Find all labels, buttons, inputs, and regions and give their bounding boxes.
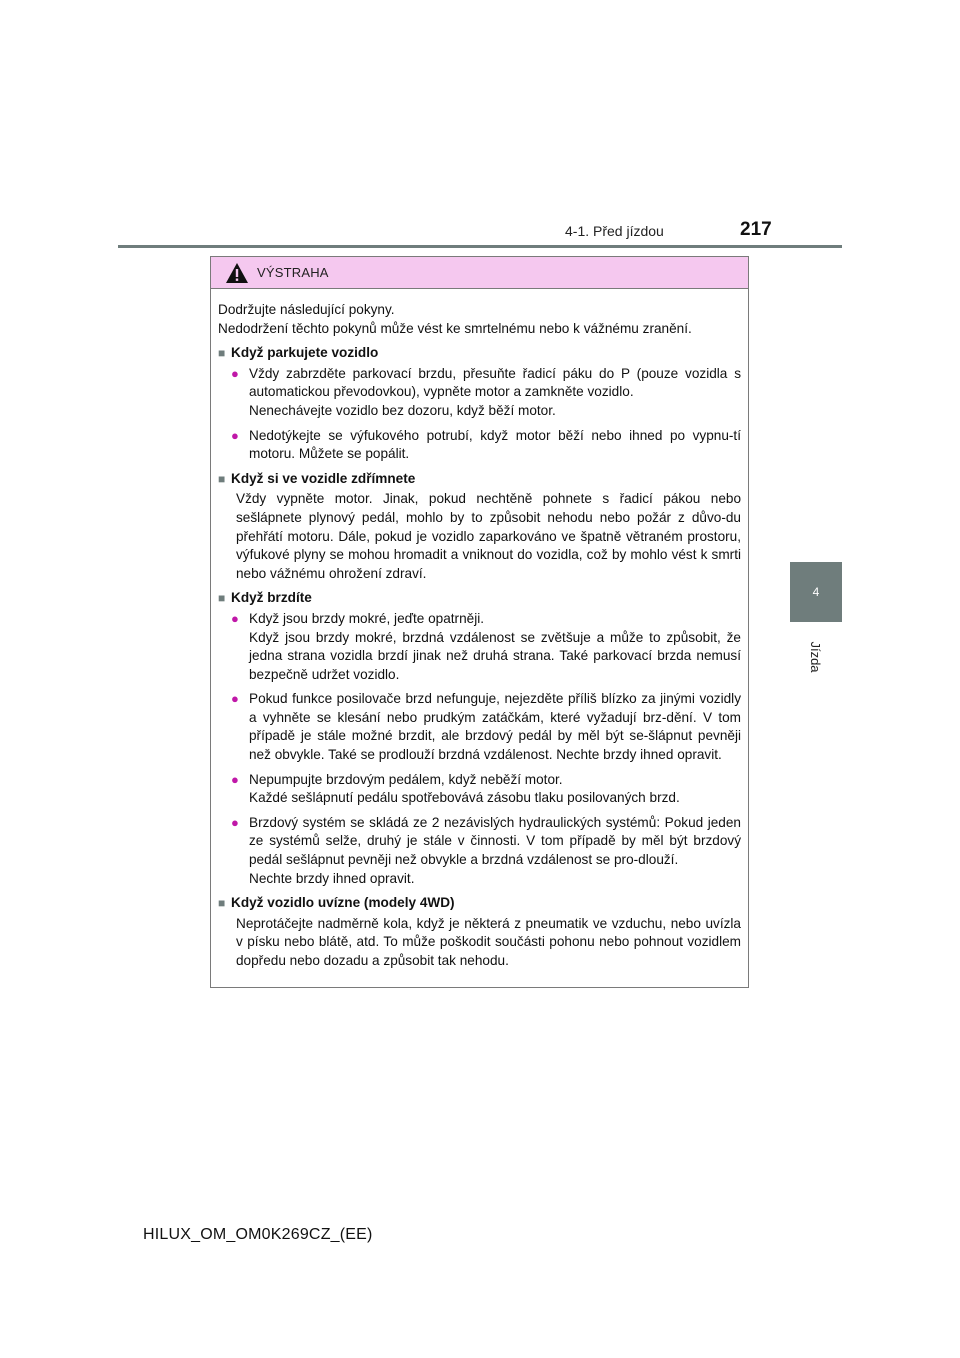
section-braking [218,589,741,888]
section-heading [218,344,741,363]
list-item [218,814,741,888]
chapter-tab [790,562,842,622]
warning-box [210,256,749,988]
list-item-text [249,610,741,684]
list-item [218,771,741,808]
chapter-number: 4 [812,585,820,599]
list-item-line: Nechte brzdy ihned opravit. [249,870,415,886]
list-item [218,690,741,764]
list-item-text: Nedotýkejte se výfukového potrubí, když motor běží nebo ihned po vypnu-tí motoru. Můžete se popálit. [249,427,741,462]
section-heading-text: Když si ve vozidle zdřímnete [231,470,416,486]
warning-header [211,257,748,289]
circle-bullet-icon: ● [231,771,239,787]
circle-bullet-icon: ● [231,365,239,381]
square-bullet-icon: ■ [218,896,226,911]
warning-title: VÝSTRAHA [257,265,329,280]
list-item-text: Pokud funkce posilovače brzd nefunguje, nejezděte příliš blízko za jinými vozidly a vyhněte se klesání nebo prudkým zatáčkám, které vyžadují brz-dění. V tom případě je stále možné brzdit, ale brzdový pedál by měl být se-šlápnut pevněji než obvykle. Také se prodlouží brzdná vzdálenost. Nechte brzdy ihned opravit. [249,691,741,763]
page-number: 217 [740,219,772,240]
section-heading [218,589,741,608]
section-heading-text: Když parkujete vozidlo [231,345,379,361]
list-item-line: Když jsou brzdy mokré, brzdná vzdálenost se zvětšuje a může to způsobit, že jedna strana vozidla brzdí jinak než druhá strana. Také parkovací brzda nemusí bezpečně udržet vozidlo. [249,629,741,682]
list-item-line: Nepumpujte brzdovým pedálem, když neběží motor. [249,771,563,787]
section-heading [218,894,741,913]
chapter-label: Jízda [808,641,823,673]
warning-triangle-icon [225,262,249,284]
square-bullet-icon: ■ [218,471,226,486]
list-item-line: Vždy zabrzděte parkovací brzdu, přesuňte řadicí páku do P (pouze vozidla s automatickou převodovkou), vypněte motor a zamkněte vozidlo. [249,365,741,400]
list-item [218,365,741,421]
list-item-line: Když jsou brzdy mokré, jeďte opatrněji. [249,610,485,626]
section-heading-text: Když brzdíte [231,590,312,606]
list-item-line: Brzdový systém se skládá ze 2 nezávislých hydraulických systémů: Pokud jeden ze systémů selže, druhý je stále v činnosti. V tom případě by měl být brzdový pedál sešlápnut pevněji než obvykle a brzdná vzdálenost se pro-dlouží. [249,814,741,868]
section-heading [218,470,741,489]
list-item-text [249,814,741,888]
warning-body [211,289,748,971]
circle-bullet-icon: ● [231,427,239,443]
square-bullet-icon: ■ [218,346,226,361]
circle-bullet-icon: ● [231,691,239,707]
header-section-title: 4-1. Před jízdou [565,223,664,239]
list-item [218,610,741,684]
list-item [218,427,741,464]
circle-bullet-icon: ● [231,814,239,830]
document-code: HILUX_OM_OM0K269CZ_(EE) [143,1226,373,1243]
circle-bullet-icon: ● [231,610,239,626]
section-parking [218,344,741,464]
section-stuck-vehicle [218,894,741,970]
section-heading-text: Když vozidlo uvízne (modely 4WD) [231,895,455,911]
header-rule [118,245,842,248]
list-item-line: Nenechávejte vozidlo bez dozoru, když běží motor. [249,402,556,418]
list-item-text [249,365,741,421]
section-paragraph: Vždy vypněte motor. Jinak, pokud nechtěně pohnete s řadicí pákou nebo sešlápnete plynový pedál, mohlo by to způsobit nehodu nebo požár z důvo-du přehřátí motoru. Dále, pokud je vozidlo zaparkováno ve špatně větraném prostoru, výfukové plyny se mohou hromadit a vniknout do vozidla, což by mohlo vést k smrti nebo vážnému ohrožení zdraví. [236,491,741,581]
warning-intro [218,301,741,338]
list-item-text [249,771,680,808]
section-napping [218,470,741,584]
intro-line: Dodržujte následující pokyny. [218,302,395,317]
intro-line: Nedodržení těchto pokynů může vést ke smrtelnému nebo k vážnému zranění. [218,320,692,336]
square-bullet-icon: ■ [218,591,226,606]
list-item-line: Každé sešlápnutí pedálu spotřebovává zásobu tlaku posilovaných brzd. [249,790,680,806]
section-paragraph: Neprotáčejte nadměrně kola, když je některá z pneumatik ve vzduchu, nebo uvízla v písku nebo blátě, atd. To může poškodit součásti pohonu nebo pohnout vozidlem dopředu nebo dozadu a způsobit tak nehodu. [236,915,741,968]
